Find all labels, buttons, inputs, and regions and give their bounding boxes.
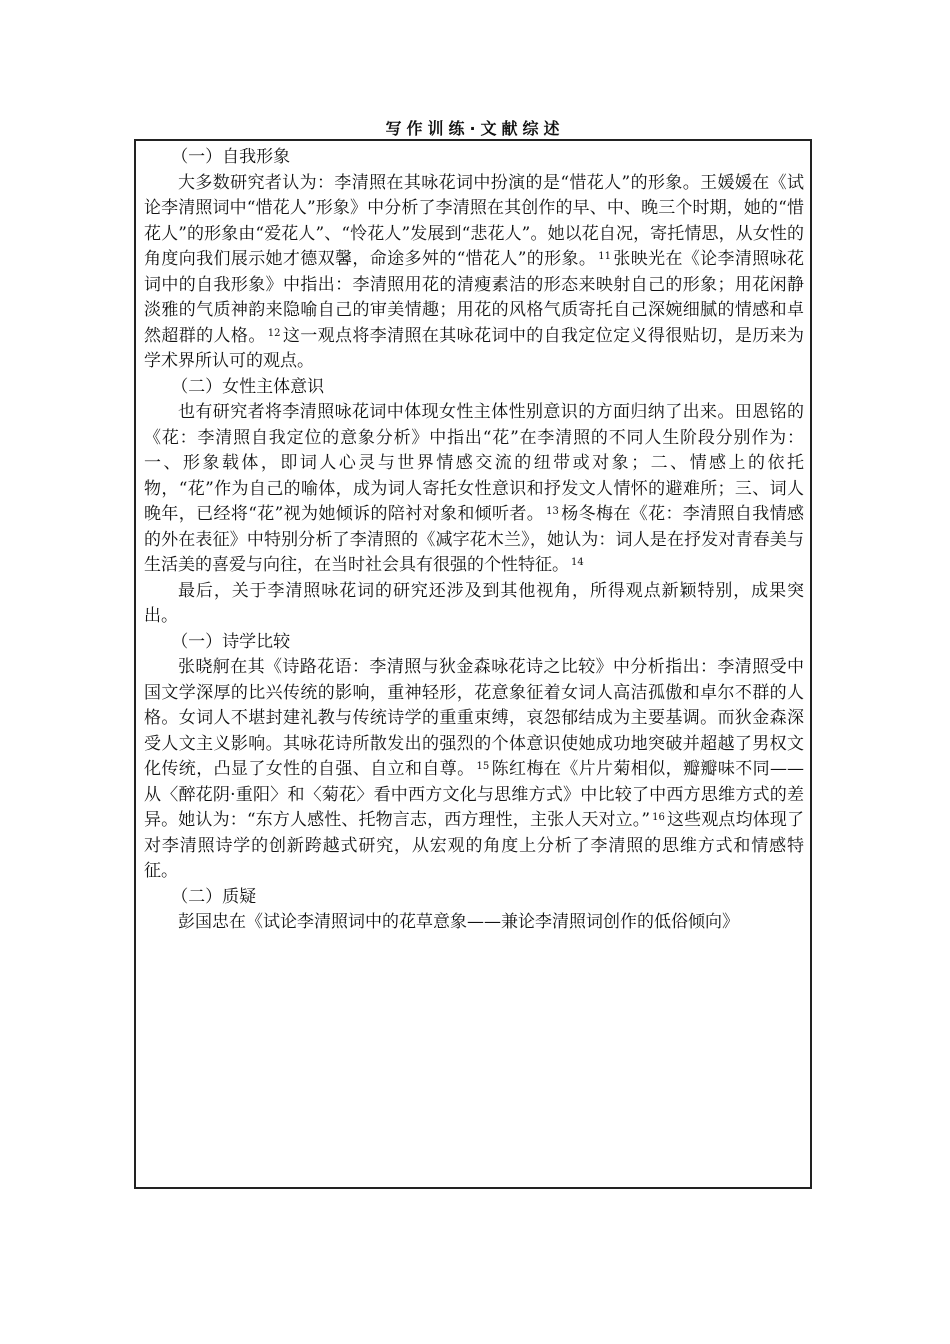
paragraph-text: 这些观点均体现了对李清照诗学的创新跨越式研究，从宏观的角度上分析了李清照的思维方式和情感特征。 — [144, 810, 804, 881]
section-heading-poetics-comparison: （一）诗学比较 — [171, 631, 291, 652]
paragraph-poetics-comparison — [144, 655, 804, 885]
section-heading-questioning: （二）质疑 — [171, 886, 257, 907]
footnote-marker: 11 — [598, 251, 611, 262]
footnote-marker: 14 — [571, 557, 584, 568]
paragraph-text: 这一观点将李清照在其咏花词中的自我定位定义得很贴切，是历来为学术界所认可的观点。 — [144, 325, 805, 371]
section-heading-female-consciousness: （二）女性主体意识 — [171, 376, 325, 397]
section-heading-self-image: （一）自我形象 — [171, 147, 291, 167]
paragraph-text: 陈红梅在《片片菊相似，瓣瓣味不同——从〈醉花阴·重阳〉和〈菊花〉看中西方文化与思维方式》中比较了中西方思维方式的差异。她认为：“东方人感性、托物言志，西方理性，主张人天对立。” — [144, 759, 805, 830]
footnote-marker: 12 — [267, 327, 281, 339]
paragraph-text: 杨冬梅在《花：李清照自我情感的外在表征》中特别分析了李清照的《减字花木兰》，她认为：词人是在抒发对青春美与生活美的喜爱与向往，在当时社会具有很强的个性特征。 — [144, 504, 805, 575]
footnote-marker: 16 — [652, 812, 665, 823]
paragraph-other-perspectives: 最后，关于李清照咏花词的研究还涉及到其他视角，所得观点新颖特别，成果突出。 — [144, 580, 804, 626]
footnote-marker: 13 — [546, 506, 559, 517]
page-header: 写作训练·文献综述 — [385, 119, 565, 138]
footnote-marker: 15 — [476, 761, 490, 772]
content-frame — [134, 139, 812, 1189]
document-body — [144, 145, 804, 936]
paragraph-text: 张晓舸在其《诗路花语：李清照与狄金森咏花诗之比较》中分析指出：李清照受中国文学深厚的比兴传统的影响，重神轻形，花意象征着女词人高洁孤傲和卓尔不群的人格。女词人不堪封建礼教与传统诗学的重重束缚，哀怨郁结成为主要基调。而狄金森深受人文主义影响。其咏花诗所散发出的强烈的个体意识使她成功地突破并超越了男权文化传统，凸显了女性的自强、自立和自尊。 — [144, 657, 804, 779]
paragraph-text: 大多数研究者认为：李清照在其咏花词中扮演的是“惜花人”的形象。王媛媛在《试论李清照词中“惜花人”形象》中分析了李清照在其创作的早、中、晚三个时期，她的“惜花人”的形象由“爱花人”、“怜花人”发展到“悲花人”。她以花自况，寄托情思，从女性的角度向我们展示她才德双馨，命途多舛的“惜花人”的形象。 — [144, 172, 804, 269]
paragraph-female-consciousness — [144, 400, 804, 579]
paragraph-questioning: 彭国忠在《试论李清照词中的花草意象——兼论李清照词创作的低俗倾向》 — [178, 912, 739, 932]
paragraph-text: 也有研究者将李清照咏花词中体现女性主体性别意识的方面归纳了出来。田恩铭的《花：李清照自我定位的意象分析》中指出“花”在李清照的不同人生阶段分别作为：一、形象载体，即词人心灵与世界情感交流的纽带或对象；二、情感上的依托物，“花”作为自己的喻体，成为词人寄托女性意识和抒发文人情怀的避难所；三、词人晚年，已经将“花”视为她倾诉的陪衬对象和倾听者。 — [144, 402, 804, 524]
paragraph-self-image — [144, 171, 804, 375]
paragraph-text: 张映光在《论李清照咏花词中的自我形象》中指出：李清照用花的清瘦素洁的形态来映射自己的形象；用花闲静淡雅的气质神韵来隐喻自己的审美情趣；用花的风格气质寄托自己深婉细腻的情感和卓然超群的人格。 — [144, 249, 805, 346]
